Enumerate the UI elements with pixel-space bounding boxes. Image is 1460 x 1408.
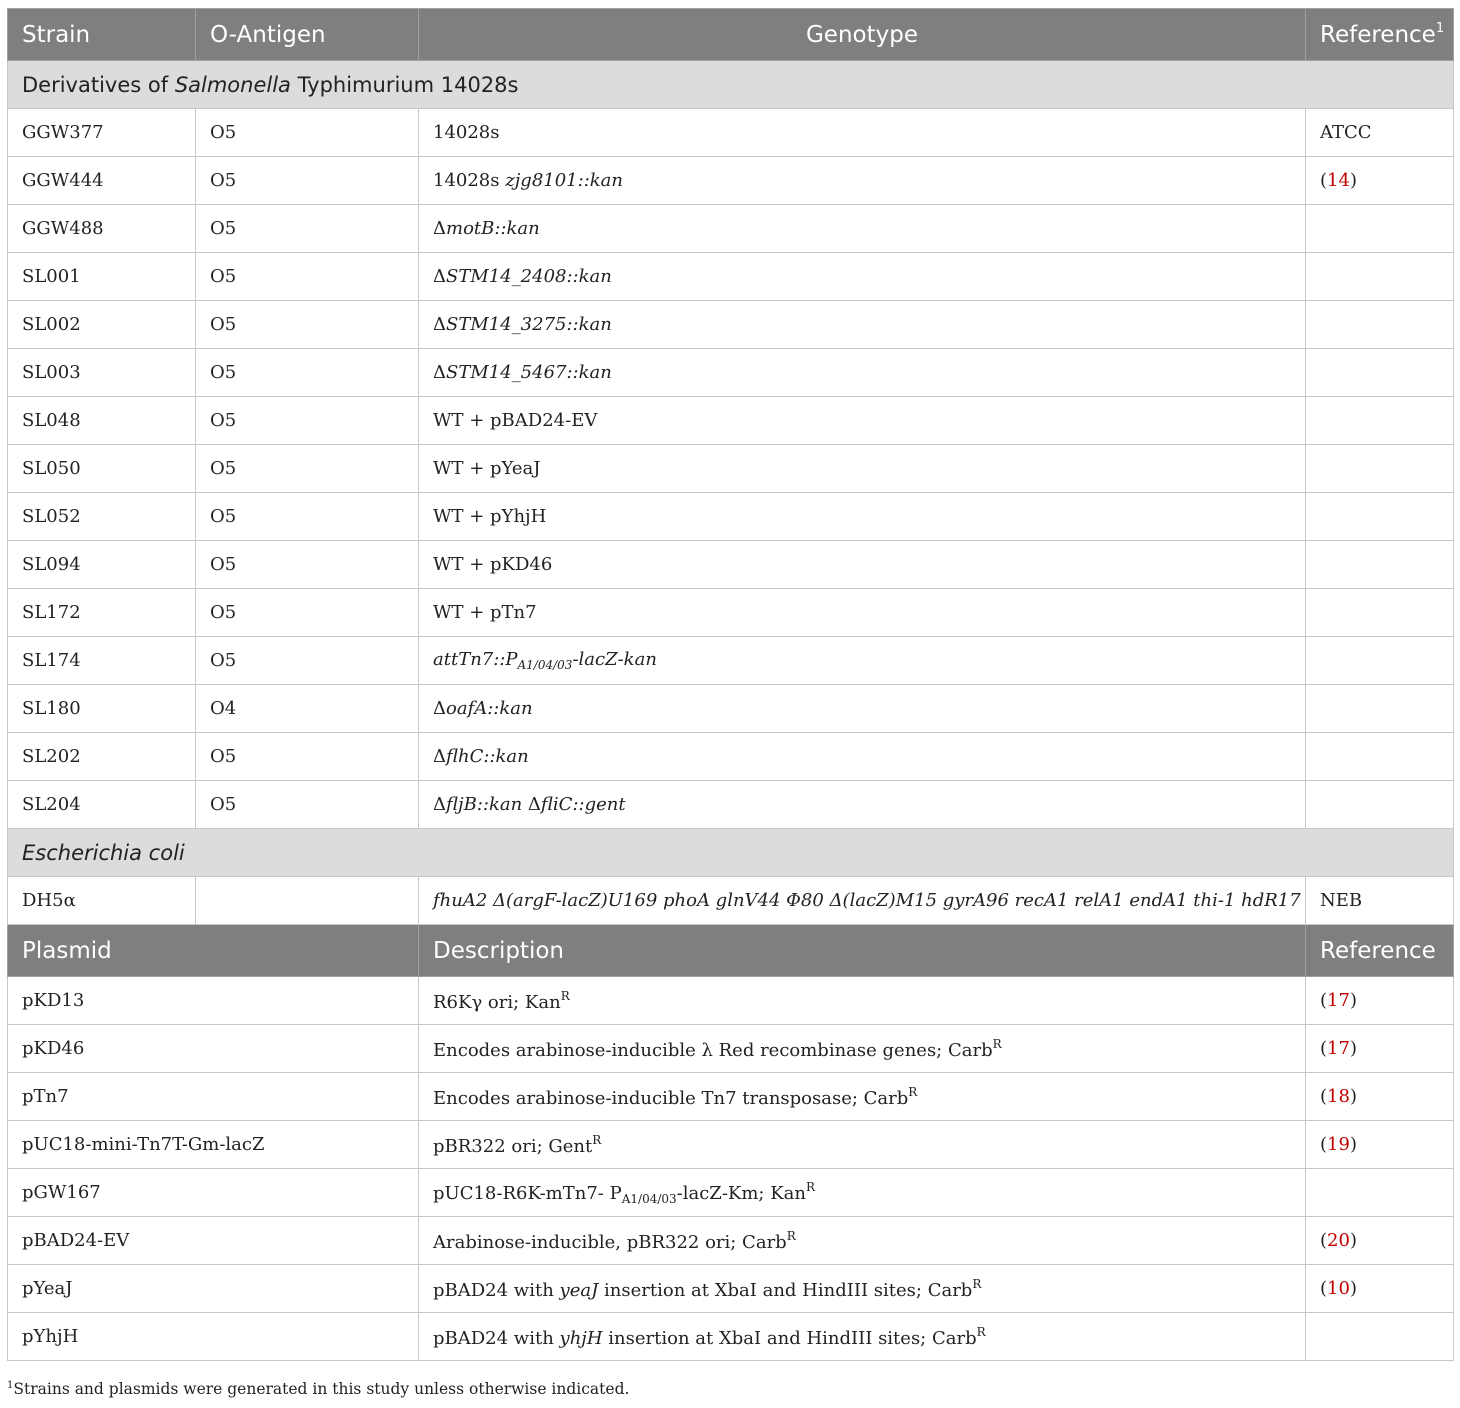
- plasmid-cell: pKD46: [8, 1025, 419, 1073]
- table-row: [8, 685, 1454, 733]
- plasmid-cell: pYeaJ: [8, 1265, 419, 1313]
- table-row: [8, 977, 1454, 1025]
- plasmid-cell: pYhjH: [8, 1313, 419, 1361]
- o-antigen-cell: O4: [196, 685, 419, 733]
- strain-cell: GGW488: [8, 205, 196, 253]
- reference-cell: [1306, 1169, 1454, 1217]
- reference-cell: ATCC: [1306, 109, 1454, 157]
- genotype-cell: ΔflhC::kan: [419, 733, 1306, 781]
- genotype-cell: ΔfljB::kan ΔfliC::gent: [419, 781, 1306, 829]
- reference-cell: [1306, 637, 1454, 685]
- header-o-antigen: O-Antigen: [196, 9, 419, 61]
- o-antigen-cell: O5: [196, 349, 419, 397]
- reference-link: 10: [1327, 1278, 1350, 1299]
- strain-cell: SL180: [8, 685, 196, 733]
- o-antigen-cell: [196, 877, 419, 925]
- table-row: [8, 157, 1454, 205]
- genotype-cell: WT + pYeaJ: [419, 445, 1306, 493]
- genotype-cell: 14028s zjg8101::kan: [419, 157, 1306, 205]
- strain-cell: DH5α: [8, 877, 196, 925]
- reference-cell[interactable]: (19): [1306, 1121, 1454, 1169]
- strain-cell: SL174: [8, 637, 196, 685]
- genotype-cell: 14028s: [419, 109, 1306, 157]
- o-antigen-cell: O5: [196, 733, 419, 781]
- plasmid-cell: pGW167: [8, 1169, 419, 1217]
- strains-plasmids-table: [7, 8, 1454, 1361]
- o-antigen-cell: O5: [196, 781, 419, 829]
- table-row: [8, 397, 1454, 445]
- genotype-cell: ΔSTM14_5467::kan: [419, 349, 1306, 397]
- reference-link: 19: [1327, 1134, 1350, 1155]
- table-row: [8, 349, 1454, 397]
- section-row-salmonella: [8, 61, 1454, 109]
- genotype-cell: WT + pYhjH: [419, 493, 1306, 541]
- genotype-cell: ΔSTM14_3275::kan: [419, 301, 1306, 349]
- reference-cell: [1306, 205, 1454, 253]
- reference-cell: [1306, 781, 1454, 829]
- strain-header-row: [8, 9, 1454, 61]
- genotype-cell: ΔoafA::kan: [419, 685, 1306, 733]
- strain-cell: SL050: [8, 445, 196, 493]
- table-row: [8, 493, 1454, 541]
- table-row: [8, 637, 1454, 685]
- genotype-cell: WT + pTn7: [419, 589, 1306, 637]
- o-antigen-cell: O5: [196, 205, 419, 253]
- header-strain: Strain: [8, 9, 196, 61]
- o-antigen-cell: O5: [196, 445, 419, 493]
- table-row: [8, 1121, 1454, 1169]
- reference-link: 18: [1327, 1086, 1350, 1107]
- reference-link: 20: [1327, 1230, 1350, 1251]
- table-row: [8, 781, 1454, 829]
- table-row: [8, 1169, 1454, 1217]
- table-row: [8, 1313, 1454, 1361]
- description-cell: pUC18-R6K-mTn7- $P_{A1/04/03}-lacZ-Km$; Kan$^R$: [419, 1169, 1306, 1217]
- strain-cell: SL002: [8, 301, 196, 349]
- header-reference: Reference$^1$: [1306, 9, 1454, 61]
- genotype-cell: ΔmotB::kan: [419, 205, 1306, 253]
- strain-cell: SL052: [8, 493, 196, 541]
- table-row: [8, 109, 1454, 157]
- strain-cell: SL202: [8, 733, 196, 781]
- table-row: [8, 301, 1454, 349]
- table-row: [8, 1217, 1454, 1265]
- reference-cell: NEB: [1306, 877, 1454, 925]
- strain-cell: SL204: [8, 781, 196, 829]
- genotype-cell: fhuA2 Δ(argF-lacZ)U169 phoA glnV44 Φ80 Δ(lacZ)M15 gyrA96 recA1 relA1 endA1 thi-1 hdR17: [419, 877, 1306, 925]
- o-antigen-cell: O5: [196, 589, 419, 637]
- table-footnote: $^1$Strains and plasmids were generated in this study unless otherwise indicated.: [7, 1380, 630, 1398]
- reference-cell[interactable]: (18): [1306, 1073, 1454, 1121]
- o-antigen-cell: O5: [196, 637, 419, 685]
- strain-cell: SL172: [8, 589, 196, 637]
- section-ecoli-label: Escherichia coli: [8, 829, 1454, 877]
- reference-link: 14: [1327, 170, 1350, 191]
- description-cell: pBAD24 with yeaJ insertion at XbaI and HindIII sites; Carb$^R$: [419, 1265, 1306, 1313]
- o-antigen-cell: O5: [196, 493, 419, 541]
- reference-cell: [1306, 397, 1454, 445]
- reference-cell[interactable]: (10): [1306, 1265, 1454, 1313]
- table-row: [8, 1265, 1454, 1313]
- reference-cell[interactable]: (17): [1306, 977, 1454, 1025]
- description-cell: Encodes arabinose-inducible λ Red recombinase genes; Carb$^R$: [419, 1025, 1306, 1073]
- description-cell: pBR322 ori; Gent$^R$: [419, 1121, 1306, 1169]
- reference-cell: [1306, 253, 1454, 301]
- header-plasmid: Plasmid: [8, 925, 419, 977]
- table-row: [8, 253, 1454, 301]
- table-row: [8, 589, 1454, 637]
- genotype-cell: ΔSTM14_2408::kan: [419, 253, 1306, 301]
- plasmid-cell: pBAD24-EV: [8, 1217, 419, 1265]
- reference-cell: [1306, 445, 1454, 493]
- table-row: [8, 733, 1454, 781]
- reference-cell: [1306, 541, 1454, 589]
- header-plasmid-reference: Reference: [1306, 925, 1454, 977]
- o-antigen-cell: O5: [196, 301, 419, 349]
- plasmid-header-row: [8, 925, 1454, 977]
- table-row: [8, 877, 1454, 925]
- table-row: [8, 445, 1454, 493]
- strain-cell: SL048: [8, 397, 196, 445]
- plasmid-cell: pTn7: [8, 1073, 419, 1121]
- reference-cell[interactable]: (14): [1306, 157, 1454, 205]
- description-cell: Encodes arabinose-inducible Tn7 transposase; Carb$^R$: [419, 1073, 1306, 1121]
- o-antigen-cell: O5: [196, 397, 419, 445]
- plasmid-cell: pKD13: [8, 977, 419, 1025]
- table-row: [8, 1073, 1454, 1121]
- table-row: [8, 1025, 1454, 1073]
- genotype-cell: $attTn7::P_{A1/04/03}-lacZ$-kan: [419, 637, 1306, 685]
- strain-cell: SL001: [8, 253, 196, 301]
- header-genotype: Genotype: [419, 9, 1306, 61]
- reference-cell: [1306, 493, 1454, 541]
- reference-link: 17: [1327, 990, 1350, 1011]
- strain-cell: SL003: [8, 349, 196, 397]
- genotype-cell: WT + pKD46: [419, 541, 1306, 589]
- description-cell: R6Kγ ori; Kan$^R$: [419, 977, 1306, 1025]
- section-salmonella-label: Derivatives of Salmonella Typhimurium 14028s: [8, 61, 1454, 109]
- description-cell: pBAD24 with yhjH insertion at XbaI and HindIII sites; Carb$^R$: [419, 1313, 1306, 1361]
- reference-cell[interactable]: (17): [1306, 1025, 1454, 1073]
- table-row: [8, 205, 1454, 253]
- o-antigen-cell: O5: [196, 541, 419, 589]
- o-antigen-cell: O5: [196, 157, 419, 205]
- section-row-ecoli: [8, 829, 1454, 877]
- strain-cell: GGW377: [8, 109, 196, 157]
- strain-cell: SL094: [8, 541, 196, 589]
- description-cell: Arabinose-inducible, pBR322 ori; Carb$^R$: [419, 1217, 1306, 1265]
- reference-cell: [1306, 349, 1454, 397]
- reference-cell: [1306, 301, 1454, 349]
- reference-cell: [1306, 1313, 1454, 1361]
- table-row: [8, 541, 1454, 589]
- reference-cell[interactable]: (20): [1306, 1217, 1454, 1265]
- strain-cell: GGW444: [8, 157, 196, 205]
- reference-cell: [1306, 589, 1454, 637]
- o-antigen-cell: O5: [196, 109, 419, 157]
- header-description: Description: [419, 925, 1306, 977]
- genotype-cell: WT + pBAD24-EV: [419, 397, 1306, 445]
- strains-plasmids-table-wrapper: [7, 8, 1453, 1361]
- reference-cell: [1306, 685, 1454, 733]
- o-antigen-cell: O5: [196, 253, 419, 301]
- reference-cell: [1306, 733, 1454, 781]
- reference-link: 17: [1327, 1038, 1350, 1059]
- plasmid-cell: pUC18-mini-Tn7T-Gm-lacZ: [8, 1121, 419, 1169]
